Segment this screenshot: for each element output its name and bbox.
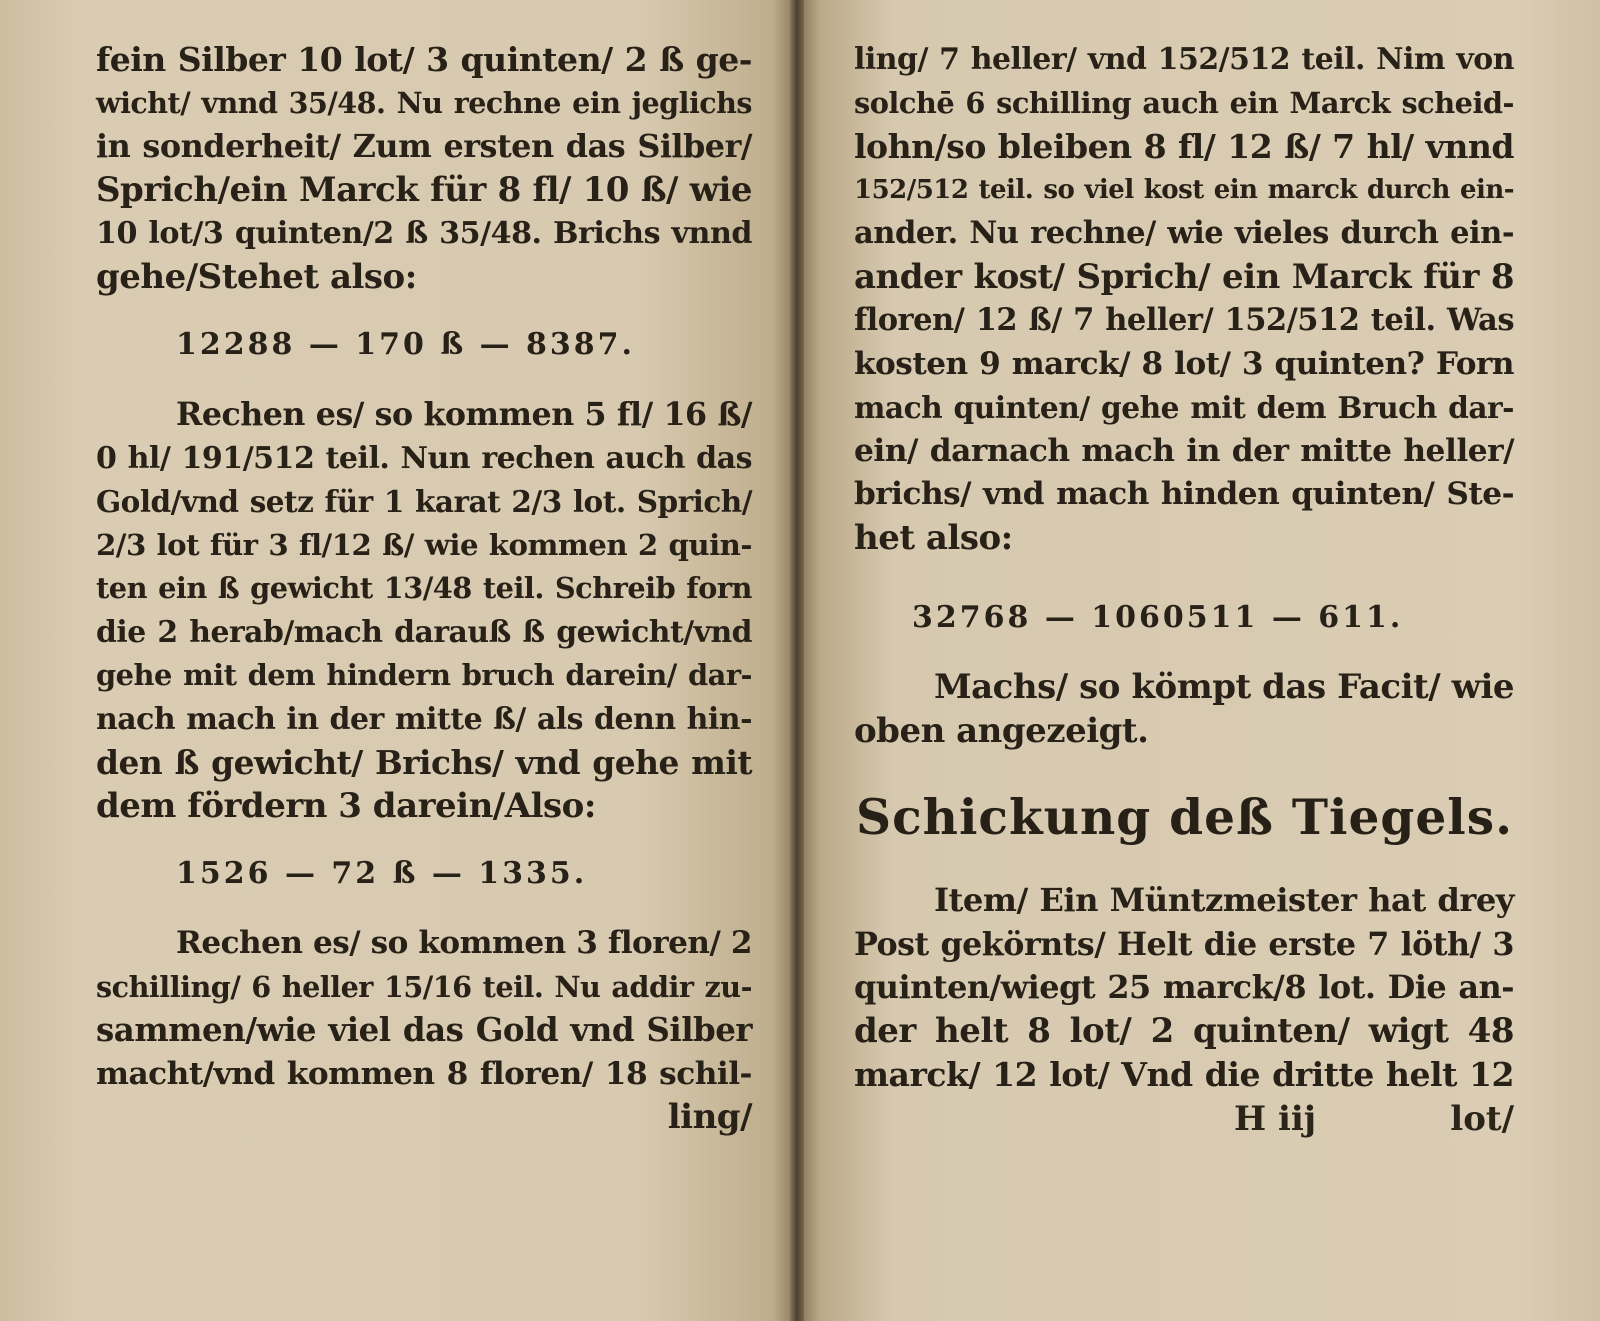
text-line: floren/ 12 ß/ 7 heller/ 152/512 teil. Was [854, 302, 1514, 338]
text-line: kosten 9 marck/ 8 lot/ 3 quinten? Forn [854, 345, 1514, 382]
text-line: Post gekörnts/ Helt die erste 7 löth/ 3 [854, 925, 1514, 963]
text-line: ten ein ß gewicht 13/48 teil. Schreib forn [96, 571, 752, 605]
text-line: Item/ Ein Müntzmeister hat drey [934, 881, 1514, 919]
right-text-column [854, 38, 1514, 1141]
text-line: brichs/ vnd mach hinden quinten/ Ste- [854, 476, 1514, 512]
page-footer [854, 1097, 1514, 1141]
text-line: oben angezeigt. [854, 710, 1149, 751]
calculation-line: 1526 — 72 ß — 1335. [176, 856, 588, 891]
signature-mark: H iij [1234, 1098, 1317, 1139]
text-line: gehe mit dem hindern bruch darein/ dar- [96, 658, 752, 692]
text-line: 152/512 teil. so viel kost ein marck durch ein- [854, 174, 1514, 205]
text-line: Gold/vnd setz für 1 karat 2/3 lot. Sprich/ [96, 484, 752, 519]
text-line: het also: [854, 517, 1013, 558]
text-line: macht/vnd kommen 8 floren/ 18 schil- [96, 1055, 752, 1092]
calculation-line: 32768 — 1060511 — 611. [912, 600, 1404, 635]
text-line: lohn/so bleiben 8 fl/ 12 ß/ 7 hl/ vnnd [854, 127, 1514, 166]
book-gutter [790, 0, 804, 1321]
text-line: Sprich/ein Marck für 8 fl/ 10 ß/ wie [96, 169, 752, 210]
section-heading: Schickung deß Tiegels. [856, 789, 1513, 846]
text-line: 0 hl/ 191/512 teil. Nun rechen auch das [96, 440, 752, 476]
text-line: die 2 herab/mach darauß ß gewicht/vnd [96, 614, 752, 650]
calculation-line: 12288 — 170 ß — 8387. [176, 327, 635, 362]
right-page [796, 0, 1600, 1321]
text-line: gehe/Stehet also: [96, 256, 417, 297]
text-line: den ß gewicht/ Brichs/ vnd gehe mit [96, 743, 752, 782]
text-line: solchē 6 schilling auch ein Marck scheid- [854, 85, 1514, 120]
text-line: Machs/ so kömpt das Facit/ wie [934, 667, 1514, 707]
text-line: fein Silber 10 lot/ 3 quinten/ 2 ß ge- [96, 40, 752, 79]
text-line: ein/ darnach mach in der mitte heller/ [854, 432, 1514, 469]
left-page [0, 0, 796, 1321]
text-line: ling/ 7 heller/ vnd 152/512 teil. Nim von [854, 42, 1514, 77]
text-line: marck/ 12 lot/ Vnd die dritte helt 12 [854, 1055, 1514, 1094]
text-line: in sonderheit/ Zum ersten das Silber/ [96, 127, 752, 165]
text-line: ander kost/ Sprich/ ein Marck für 8 [854, 256, 1514, 297]
catchword: lot/ [1450, 1098, 1514, 1139]
text-line: Rechen es/ so kommen 3 floren/ 2 [176, 925, 752, 961]
text-line: nach mach in der mitte ß/ als denn hin- [96, 701, 752, 737]
text-line: 10 lot/3 quinten/2 ß 35/48. Brichs vnnd [96, 216, 752, 251]
text-line: schilling/ 6 heller 15/16 teil. Nu addir zu- [96, 969, 752, 1004]
left-text-column [96, 38, 752, 1140]
text-line: quinten/wiegt 25 marck/8 lot. Die an- [854, 968, 1514, 1006]
text-line: ling/ [667, 1097, 752, 1137]
text-line: Rechen es/ so kommen 5 fl/ 16 ß/ [176, 396, 752, 433]
text-line: wicht/ vnnd 35/48. Nu rechne ein jeglichs [96, 85, 752, 120]
text-line: der helt 8 lot/ 2 quinten/ wigt 48 [854, 1010, 1514, 1051]
text-line: sammen/wie viel das Gold vnd Silber [96, 1011, 752, 1049]
text-line: 2/3 lot für 3 fl/12 ß/ wie kommen 2 quin- [96, 527, 752, 562]
text-line: mach quinten/ gehe mit dem Bruch dar- [854, 390, 1514, 425]
text-line: ander. Nu rechne/ wie vieles durch ein- [854, 215, 1514, 251]
text-line: dem fördern 3 darein/Also: [96, 785, 596, 826]
